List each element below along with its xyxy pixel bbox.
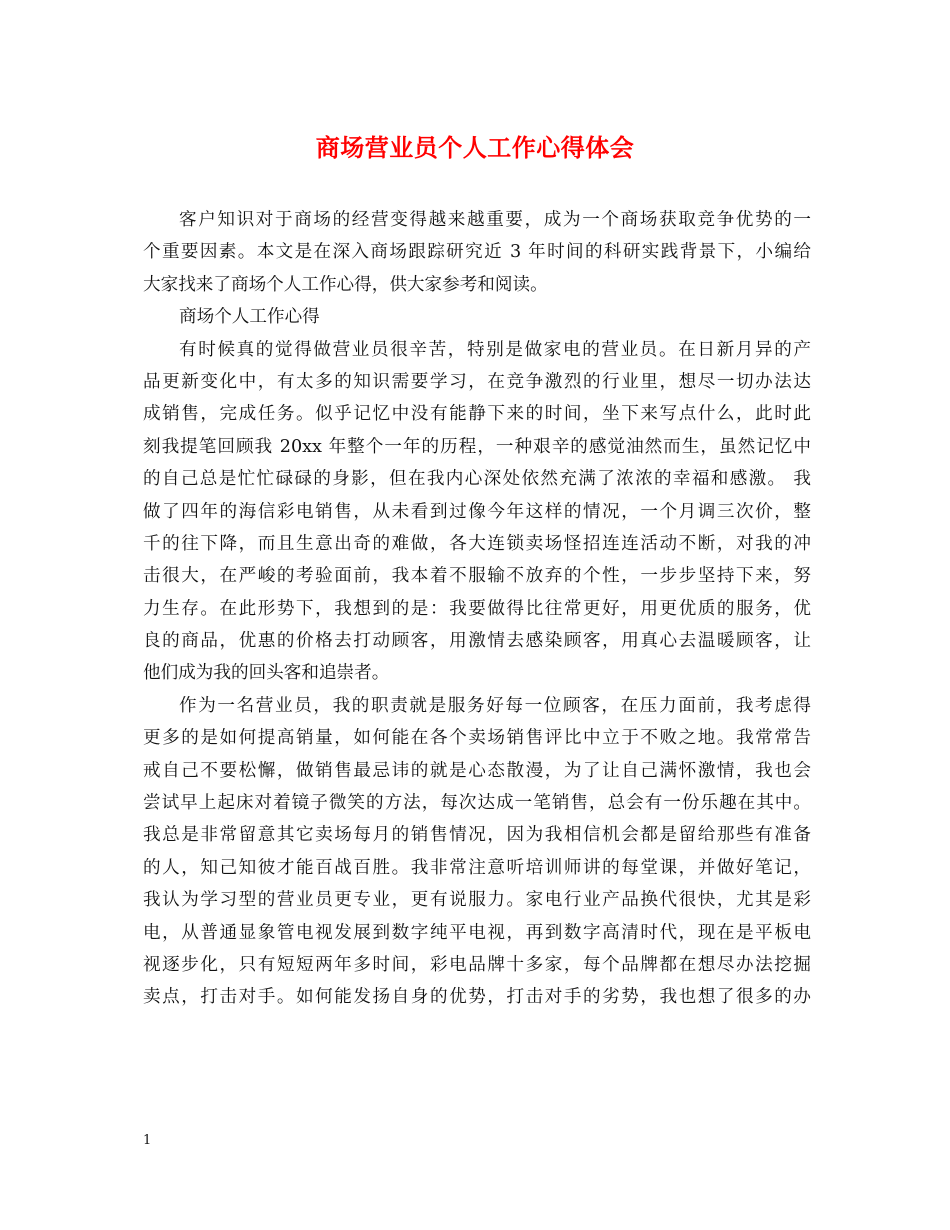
text-line: 我总是非常留意其它卖场每月的销售情况，因为我相信机会都是留给那些有准备 — [143, 825, 811, 846]
text-line: 商场个人工作心得 — [179, 307, 320, 328]
text-line: 刻我提笔回顾我 20xx 年整个一年的历程，一种艰辛的感觉油然而生，虽然记忆中 — [143, 436, 811, 457]
text-line: 电，从普通显象管电视发展到数字纯平电视，再到数字高清时代，现在是平板电 — [143, 922, 811, 943]
text-line: 做了四年的海信彩电销售，从未看到过像今年这样的情况，一个月调三次价，整 — [143, 501, 811, 522]
page-number: 1 — [143, 1133, 152, 1148]
text-line: 的自己总是忙忙碌碌的身影，但在我内心深处依然充满了浓浓的幸福和感激。 我 — [143, 469, 811, 490]
text-line: 视逐步化，只有短短两年多时间，彩电品牌十多家，每个品牌都在想尽办法挖掘 — [143, 954, 811, 975]
text-line: 力生存。在此形势下，我想到的是：我要做得比往常更好，用更优质的服务，优 — [143, 598, 811, 619]
text-line: 个重要因素。本文是在深入商场跟踪研究近 3 年时间的科研实践背景下，小编给 — [143, 242, 811, 263]
text-line: 作为一名营业员，我的职责就是服务好每一位顾客，在压力面前，我考虑得 — [179, 695, 811, 716]
text-line: 击很大，在严峻的考验面前，我本着不服输不放弃的个性，一步步坚持下来，努 — [143, 566, 811, 587]
text-line: 客户知识对于商场的经营变得越来越重要，成为一个商场获取竞争优势的一 — [179, 210, 811, 230]
text-line: 卖点，打击对手。如何能发扬自身的优势，打击对手的劣势，我也想了很多的办 — [143, 987, 811, 1008]
text-line: 更多的是如何提高销量，如何能在各个卖场销售评比中立于不败之地。我常常告 — [143, 728, 811, 749]
text-line: 他们成为我的回头客和追崇者。 — [143, 663, 390, 684]
text-line: 尝试早上起床对着镜子微笑的方法，每次达成一笔销售，总会有一份乐趣在其中。 — [143, 793, 811, 814]
document-body — [143, 204, 811, 1014]
text-line: 千的往下降，而且生意出奇的难做，各大连锁卖场怪招连连活动不断，对我的冲 — [143, 533, 811, 554]
text-line: 品更新变化中，有太多的知识需要学习，在竞争激烈的行业里，想尽一切办法达 — [143, 371, 811, 392]
document-title: 商场营业员个人工作心得体会 — [315, 133, 635, 162]
text-line: 良的商品，优惠的价格去打动顾客，用激情去感染顾客，用真心去温暖顾客，让 — [143, 631, 811, 652]
text-line: 戒自己不要松懈，做销售最忌讳的就是心态散漫，为了让自己满怀激情，我也会 — [143, 760, 811, 781]
text-line: 大家找来了商场个人工作心得，供大家参考和阅读。 — [143, 274, 548, 295]
text-line: 的人，知己知彼才能百战百胜。我非常注意听培训师讲的每堂课，并做好笔记， — [143, 857, 811, 878]
text-line: 成销售，完成任务。似乎记忆中没有能静下来的时间，坐下来写点什么，此时此 — [143, 404, 811, 425]
text-line: 有时候真的觉得做营业员很辛苦，特别是做家电的营业员。在日新月异的产 — [179, 339, 811, 360]
text-line: 我认为学习型的营业员更专业，更有说服力。家电行业产品换代很快，尤其是彩 — [143, 890, 811, 911]
